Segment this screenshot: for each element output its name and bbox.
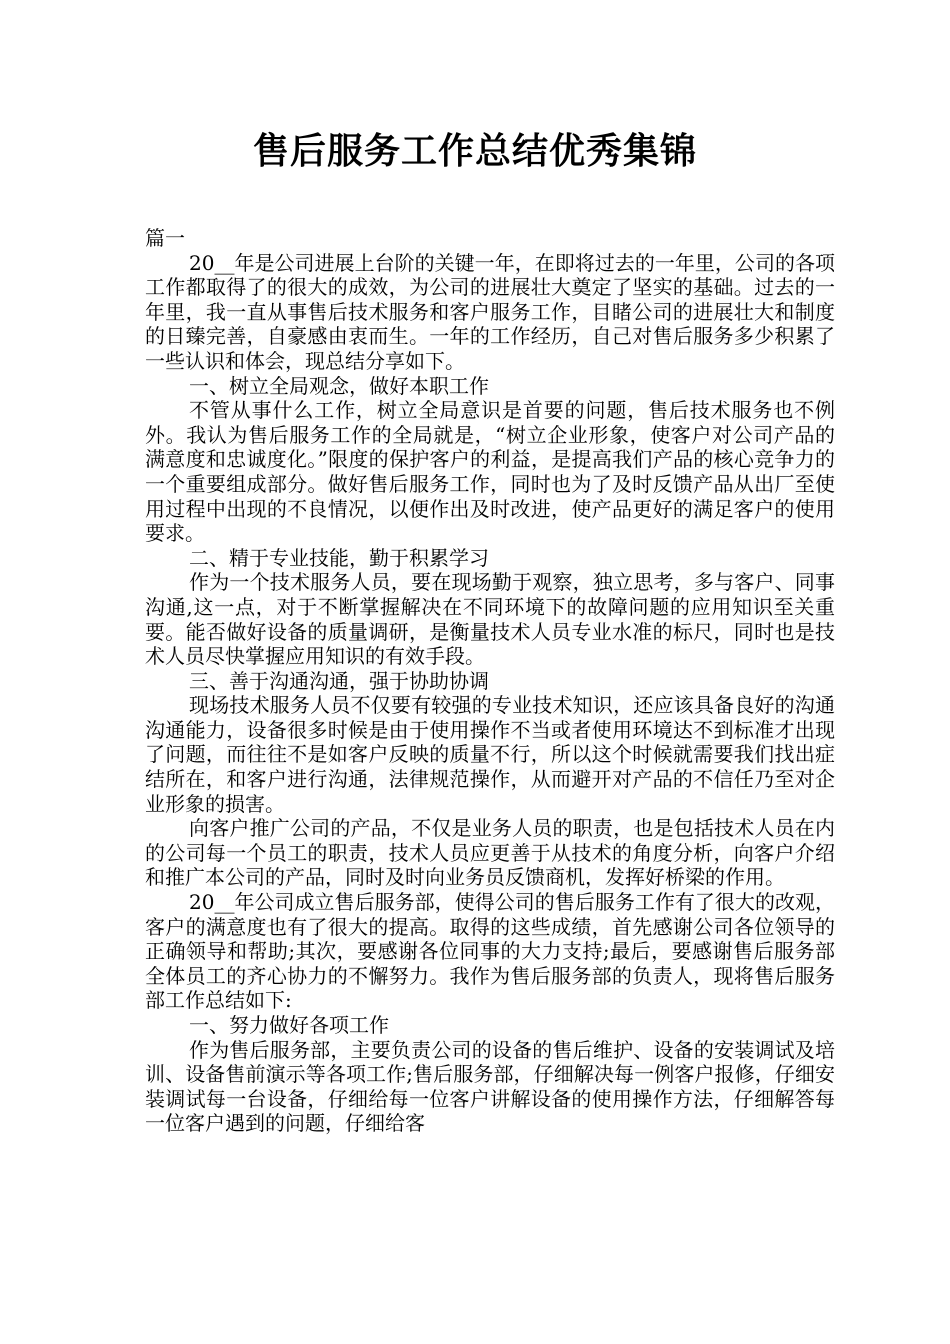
section-label: 篇一 xyxy=(145,226,185,250)
paragraph: 现场技术服务人员不仅要有较强的专业技术知识，还应该具备良好的沟通沟通能力，设备很多时候是由于使用操作不当或者使用环境达不到标准才出现了问题，而往往不是如客户反映的质量不行，所以这个时候就需要我们找出症结所在，和客户进行沟通，法律规范操作，从而避开对产品的不信任乃至对企业形象的损害。 xyxy=(145,693,835,816)
paragraph: 20__年是公司进展上台阶的关键一年，在即将过去的一年里，公司的各项工作都取得了的很大的成效，为公司的进展壮大奠定了坚实的基础。过去的一年里，我一直从事售后技术服务和客户服务工作，目睹公司的进展壮大和制度的日臻完善，自豪感由衷而生。一年的工作经历，自己对售后服务多少积累了一些认识和体会，现总结分享如下。 xyxy=(145,250,835,373)
document-title: 售后服务工作总结优秀集锦 xyxy=(252,131,697,172)
section-heading: 一、树立全局观念，做好本职工作 xyxy=(189,373,489,398)
paragraph: 不管从事什么工作，树立全局意识是首要的问题，售后技术服务也不例外。我认为售后服务工作的全局就是，“树立企业形象，使客户对公司产品的满意度和忠诚度化。”限度的保护客户的利益，是提高我们产品的核心竞争力的一个重要组成部分。做好售后服务工作，同时也为了及时反馈产品从出厂至使用过程中出现的不良情况，以便作出及时改进，使产品更好的满足客户的使用要求。 xyxy=(145,398,835,546)
document-body xyxy=(145,226,835,1136)
section-heading: 三、善于沟通沟通，强于协助协调 xyxy=(189,668,489,693)
section-heading: 一、努力做好各项工作 xyxy=(189,1013,389,1037)
paragraph: 作为售后服务部，主要负责公司的设备的售后维护、设备的安装调试及培训、设备售前演示等各项工作;售后服务部，仔细解决每一例客户报修，仔细安装调试每一台设备，仔细给每一位客户讲解设备的使用操作方法，仔细解答每一位客户遇到的问题，仔细给客 xyxy=(145,1037,835,1136)
section-heading: 二、精于专业技能，勤于积累学习 xyxy=(189,545,489,570)
paragraph: 作为一个技术服务人员，要在现场勤于观察，独立思考，多与客户、同事沟通,这一点，对于不断掌握解决在不同环境下的故障问题的应用知识至关重要。能否做好设备的质量调研，是衡量技术人员专业水准的标尺，同时也是技术人员尽快掌握应用知识的有效手段。 xyxy=(145,570,835,669)
paragraph: 20__年公司成立售后服务部，使得公司的售后服务工作有了很大的改观，客户的满意度也有了很大的提高。取得的这些成绩，首先感谢公司各位领导的正确领导和帮助;其次，要感谢各位同事的大力支持;最后，要感谢售后服务部全体员工的齐心协力的不懈努力。我作为售后服务部的负责人，现将售后服务部工作总结如下: xyxy=(145,890,835,1013)
paragraph: 向客户推广公司的产品，不仅是业务人员的职责，也是包括技术人员在内的公司每一个员工的职责，技术人员应更善于从技术的角度分析，向客户介绍和推广本公司的产品，同时及时向业务员反馈商机，发挥好桥梁的作用。 xyxy=(145,816,835,890)
